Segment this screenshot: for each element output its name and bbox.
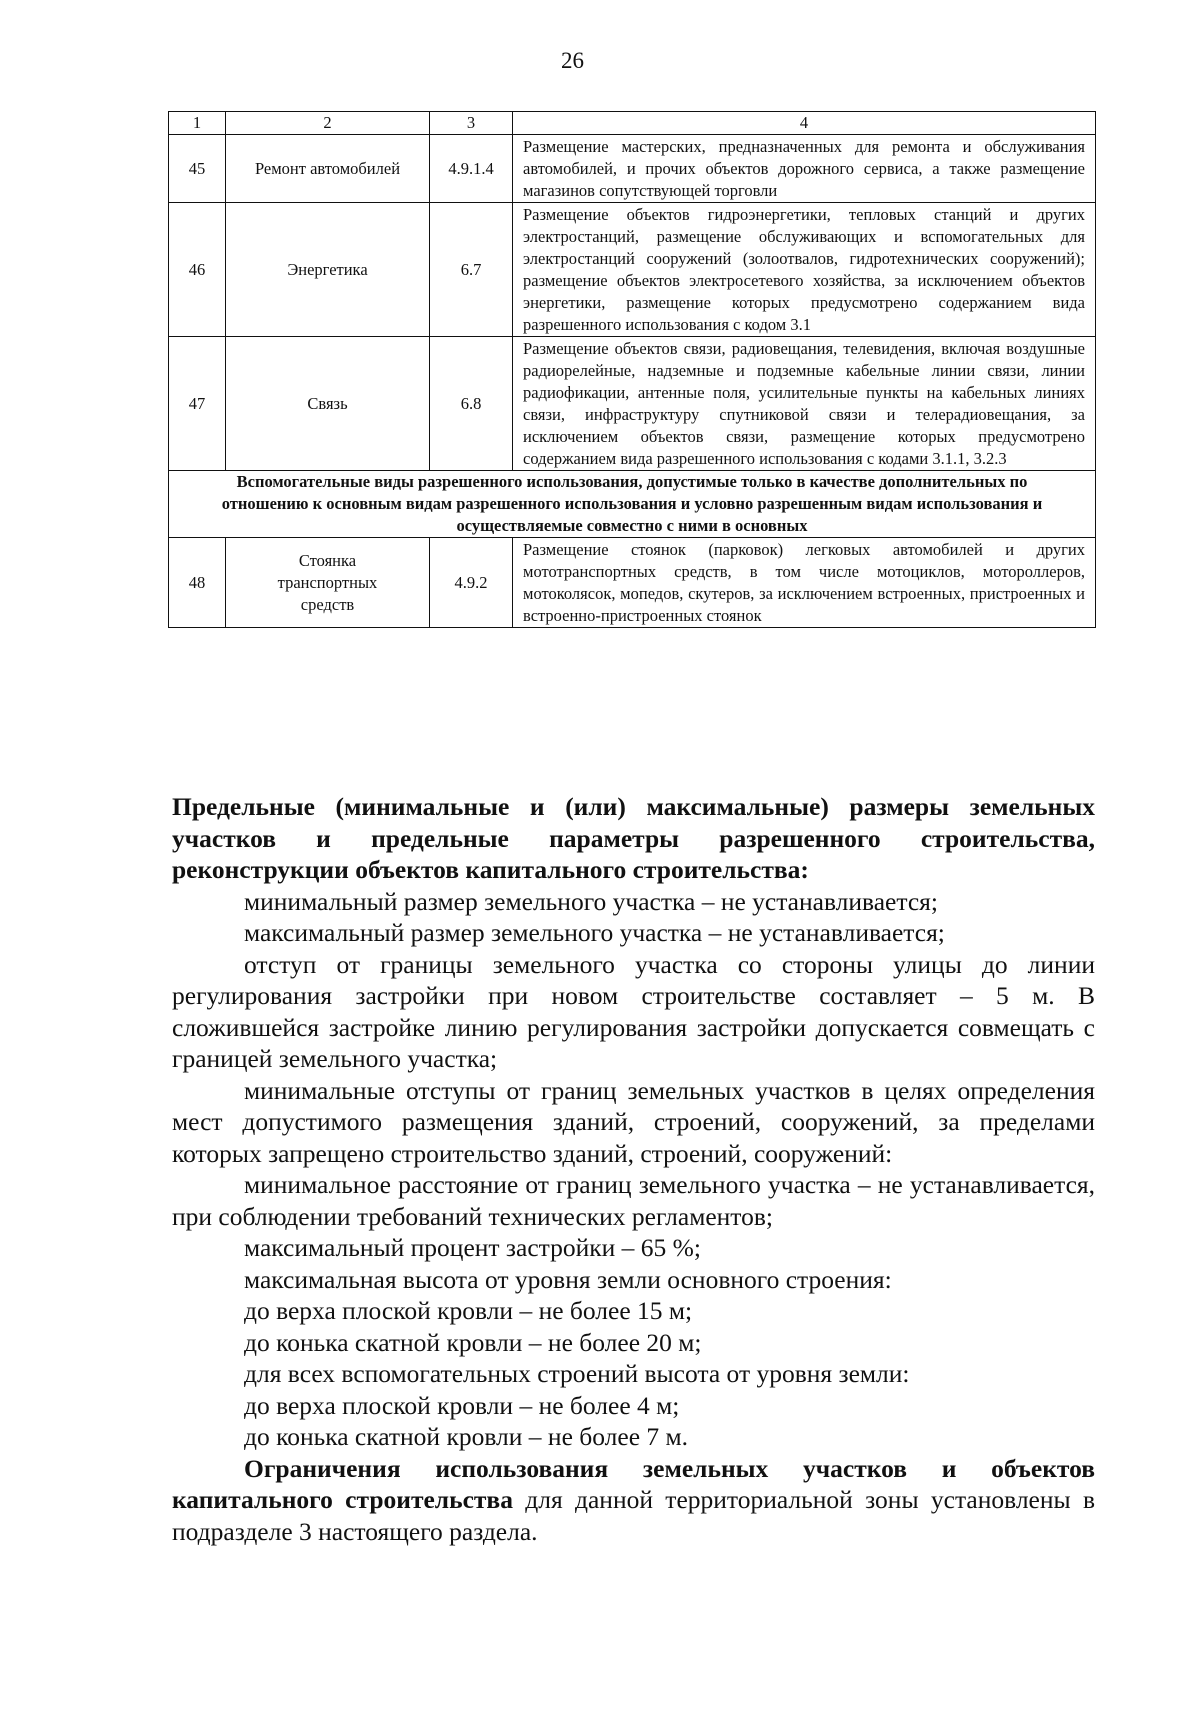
paragraph: минимальный размер земельного участка – не устанавливается; (244, 886, 938, 916)
use-code: 4.9.1.4 (430, 135, 513, 203)
use-description: Размещение объектов гидроэнергетики, тепловых станций и других электростанций, размещение обслуживающих и вспомогательных для электростанций сооружений (золоотвалов, гидротехнических сооружений); размещение объектов электросетевого хозяйства, за исключением объектов энергетики, размещение которых предусмотрено содержанием вида разрешенного использования с кодом 3.1 (513, 203, 1096, 337)
use-code: 6.7 (430, 203, 513, 337)
header-cell: 3 (430, 112, 513, 135)
row-number: 48 (169, 538, 226, 628)
paragraph: до верха плоской кровли – не более 15 м; (244, 1296, 693, 1325)
header-cell: 2 (226, 112, 430, 135)
section-heading: Предельные (минимальные и (или) максимальные) размеры земельных участков и предельные параметры разрешенного строительства, реконструкции объектов капитального строительства: (172, 792, 1095, 884)
final-bold-text: Ограничения использования земельных участков и объектов капитального строительства (172, 1453, 1095, 1514)
table-header-row (169, 112, 1096, 135)
paragraph: до верха плоской кровли – не более 4 м; (244, 1390, 680, 1420)
paragraph: максимальный размер земельного участка – не устанавливается; (244, 918, 945, 947)
paragraph: минимальные отступы от границ земельных участков в целях определения мест допустимого размещения зданий, строений, сооружений, за пределами которых запрещено строительство зданий, строений, сооружений: (172, 1075, 1095, 1168)
table-row (169, 203, 1096, 337)
use-description: Размещение стоянок (парковок) легковых автомобилей и других мототранспортных средств, в том числе мотоциклов, мотороллеров, мотоколясок, мопедов, скутеров, за исключением встроенных, пристроенных и встроенно-пристроенных стоянок (513, 538, 1096, 628)
row-number: 47 (169, 337, 226, 471)
paragraph: максимальный процент застройки – 65 %; (244, 1233, 701, 1262)
row-number: 46 (169, 203, 226, 337)
table-row (169, 337, 1096, 471)
header-cell: 4 (513, 112, 1096, 135)
table-row (169, 135, 1096, 203)
paragraph: максимальная высота от уровня земли основного строения: (244, 1264, 892, 1294)
paragraph: до конька скатной кровли – не более 20 м; (244, 1327, 702, 1357)
section-row (169, 471, 1096, 538)
header-cell: 1 (169, 112, 226, 135)
table-row (169, 538, 1096, 628)
paragraph: для всех вспомогательных строений высота от уровня земли: (244, 1359, 910, 1388)
regulations-text (172, 791, 1095, 1547)
final-paragraph (172, 1453, 1095, 1548)
use-name: Ремонт автомобилей (226, 135, 430, 203)
use-code: 4.9.2 (430, 538, 513, 628)
paragraph: до конька скатной кровли – не более 7 м. (244, 1422, 689, 1451)
use-name: Связь (226, 337, 430, 471)
final-rest-text: для данной территориальной зоны установлены в подразделе 3 настоящего раздела. (172, 1485, 1096, 1546)
use-code: 6.8 (430, 337, 513, 471)
use-description: Размещение мастерских, предназначенных для ремонта и обслуживания автомобилей, и прочих объектов дорожного сервиса, а также размещение магазинов сопутствующей торговли (513, 135, 1096, 203)
section-title: Вспомогательные виды разрешенного использования, допустимые только в качестве дополнительных по отношению к основным видам разрешенного использования и условно разрешенным видам использования и осуществляемые совместно с ними в основных (169, 471, 1096, 538)
use-name: Энергетика (226, 203, 430, 337)
page-number: 26 (561, 48, 584, 73)
paragraph: отступ от границы земельного участка со стороны улицы до линии регулирования застройки при новом строительстве составляет – 5 м. В сложившейся застройке линию регулирования застройки допускается совмещать с границей земельного участка; (172, 949, 1095, 1073)
row-number: 45 (169, 135, 226, 203)
use-description: Размещение объектов связи, радиовещания, телевидения, включая воздушные радиорелейные, надземные и подземные кабельные линии связи, линии радиофикации, антенные поля, усилительные пункты на кабельных линиях связи, инфраструктуру спутниковой связи и телерадиовещания, за исключением объектов связи, размещение которых предусмотрено содержанием вида разрешенного использования с кодами 3.1.1, 3.2.3 (513, 337, 1096, 471)
land-use-table (168, 111, 1096, 628)
paragraph: минимальное расстояние от границ земельного участка – не устанавливается, при соблюдении требований технических регламентов; (172, 1170, 1095, 1231)
use-name: Стоянка транспортных средств (226, 538, 430, 628)
